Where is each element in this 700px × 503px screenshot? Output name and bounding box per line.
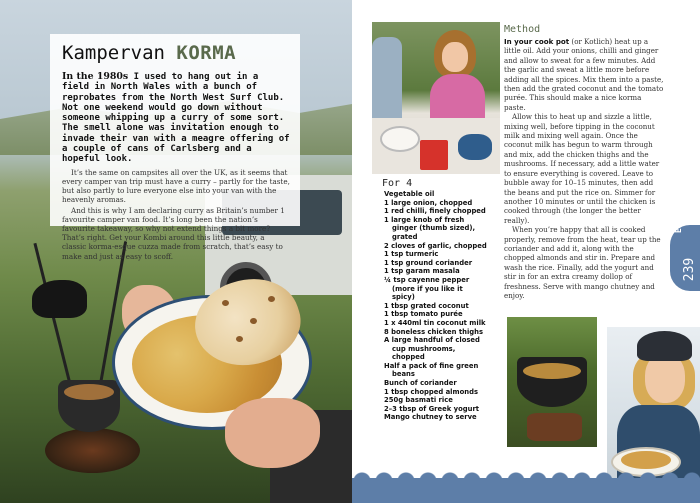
strip-wave-edge xyxy=(352,471,700,481)
ingredient-line: 8 boneless chicken thighs xyxy=(384,327,484,336)
photo-pot-curry xyxy=(64,384,114,400)
photo-bowl xyxy=(380,126,420,152)
ingredient-line: 1 large knob of fresh xyxy=(384,215,465,224)
photo-campfire xyxy=(45,428,140,473)
photo-dog xyxy=(32,280,87,318)
section-tab-label: Eat xyxy=(674,218,683,233)
ingredients-list xyxy=(384,190,522,422)
body-paragraph-1: It’s the same on campsites all over the UK, as it seems that every camper van trip must have a curry – partly for the taste, but also partly to lure everyone else into your van with the heavenly aromas. xyxy=(62,167,290,204)
ingredient-line: 1 x 440ml tin coconut milk xyxy=(384,318,486,327)
photo-naan-char xyxy=(250,318,257,324)
ingredient-line: Vegetable oil xyxy=(384,190,435,198)
photo-woman-hat xyxy=(637,331,692,361)
photo-pot-curry xyxy=(523,363,581,379)
recipe-title xyxy=(62,42,290,64)
ingredient-line: grated xyxy=(392,232,418,241)
ingredient-line: chopped xyxy=(392,353,425,362)
ingredient-line: 1 tbsp grated coconut xyxy=(384,301,469,310)
photo-naan-char xyxy=(222,300,229,306)
method-paragraph-1-text: (or Kotlich) heat up a little oil. Add your onions, chilli and ginger and allow to sweat for a few minutes. Add the garlic and sweat a little more before adding all the spices. Mix them into a paste, then add the grated coconut and the tomato purée. This should make a nice korma paste. xyxy=(504,37,664,112)
body-paragraph-2: And this is why I am declaring curry as Britain’s number 1 favourite camper van food. It’s long been the nation’s favourite takeaway, so why not extend things a bit more? That’s right. Get your Kombi around this little beauty, a classic korma-esque cuzza made from scratch, that’s easy to make and just as easy to scoff. xyxy=(62,206,285,261)
ingredient-line: 1 red chilli, finely chopped xyxy=(384,207,486,216)
method-paragraph-1 xyxy=(504,37,664,112)
serves-label: For 4 xyxy=(382,178,413,189)
ingredient-line: 2 cloves of garlic, chopped xyxy=(384,241,487,250)
ingredient-line: 1 tsp turmeric xyxy=(384,250,439,259)
photo-red-container xyxy=(420,140,448,170)
ingredient-line: 2–3 tbsp of Greek yogurt xyxy=(384,404,480,413)
ingredient-line: 1 tbsp chopped almonds xyxy=(384,387,479,396)
ingredient-line: Mango chutney to serve xyxy=(384,413,477,422)
intro-paragraph xyxy=(62,72,290,165)
ingredient-line: 1 tsp garam masala xyxy=(384,267,460,276)
photo-firewood xyxy=(527,413,582,441)
ingredient-line: ¼ tsp cayenne pepper xyxy=(384,275,470,284)
pot-on-fire-photo xyxy=(507,317,597,447)
method-column xyxy=(504,24,664,300)
photo-naan-char xyxy=(268,296,275,302)
ingredient-line: ginger (thumb sized), xyxy=(392,224,476,233)
intro-lead: In the 1980s xyxy=(62,71,129,82)
ingredient-line: (more if you like it xyxy=(392,284,463,293)
method-title: Method xyxy=(504,24,541,35)
method-paragraph-3: When you’re happy that all is cooked properly, remove from the heat, tear up the coriander and add it, along with the chopped almonds and stir in. Prepare and wash the rice. Finally, add the yogurt and stir in for an extra creamy dollop of freshness. Serve with mango chutney and enjoy. xyxy=(504,225,661,300)
ingredient-line: 1 tbsp tomato purée xyxy=(384,310,463,319)
ingredient-line: spicy) xyxy=(392,293,415,302)
ingredient-line: A large handful of closed xyxy=(384,336,480,345)
photo-hand xyxy=(225,398,320,468)
photo-blue-pot xyxy=(458,134,492,160)
ingredient-line: 1 tsp ground coriander xyxy=(384,258,473,267)
recipe-title-main: Kampervan xyxy=(62,42,177,64)
ingredient-line: cup mushrooms, xyxy=(392,344,456,353)
method-lead: In your cook pot xyxy=(504,37,570,46)
recipe-page xyxy=(352,0,700,503)
photo-girl-face xyxy=(442,42,468,72)
method-paragraph-2: Allow this to heat up and sizzle a little, mixing well, before tipping in the coconut milk and mixing well again. Once the coconut milk has begun to warm through and mix, add the chicken thighs and the mushrooms. If necessary, add a little water to ensure everything is covered. Leave to bubble away for 10–15 minutes, then add the beans and put the rice on. Simmer for another 10 minutes or until the chicken is cooked through (the longer the better really). xyxy=(504,112,660,225)
photo-plate-curry xyxy=(621,451,671,469)
family-cooking-photo xyxy=(372,22,500,174)
intro-text-box xyxy=(50,34,300,261)
page-number: 239 xyxy=(682,257,698,282)
bottom-decorative-strip xyxy=(352,478,700,503)
recipe-title-accent: KORMA xyxy=(176,42,237,64)
ingredient-line: 1 large onion, chopped xyxy=(384,198,473,207)
ingredient-line: Half a pack of fine green xyxy=(384,361,479,370)
intro-rest: I used to hang out in a field in North Wales with a bunch of reprobates from the North West Surf Club. Not one weekend would go down without someone whipping up a curry of some sort. The smell alone was invitation enough to invade their van with a meagre offering of a couple of cans of Carlsberg and a hopeful look. xyxy=(62,72,290,165)
photo-naan-char xyxy=(236,336,243,342)
ingredient-line: beans xyxy=(392,370,415,379)
ingredient-line: 250g basmati rice xyxy=(384,396,453,405)
ingredient-line: Bunch of coriander xyxy=(384,379,457,388)
